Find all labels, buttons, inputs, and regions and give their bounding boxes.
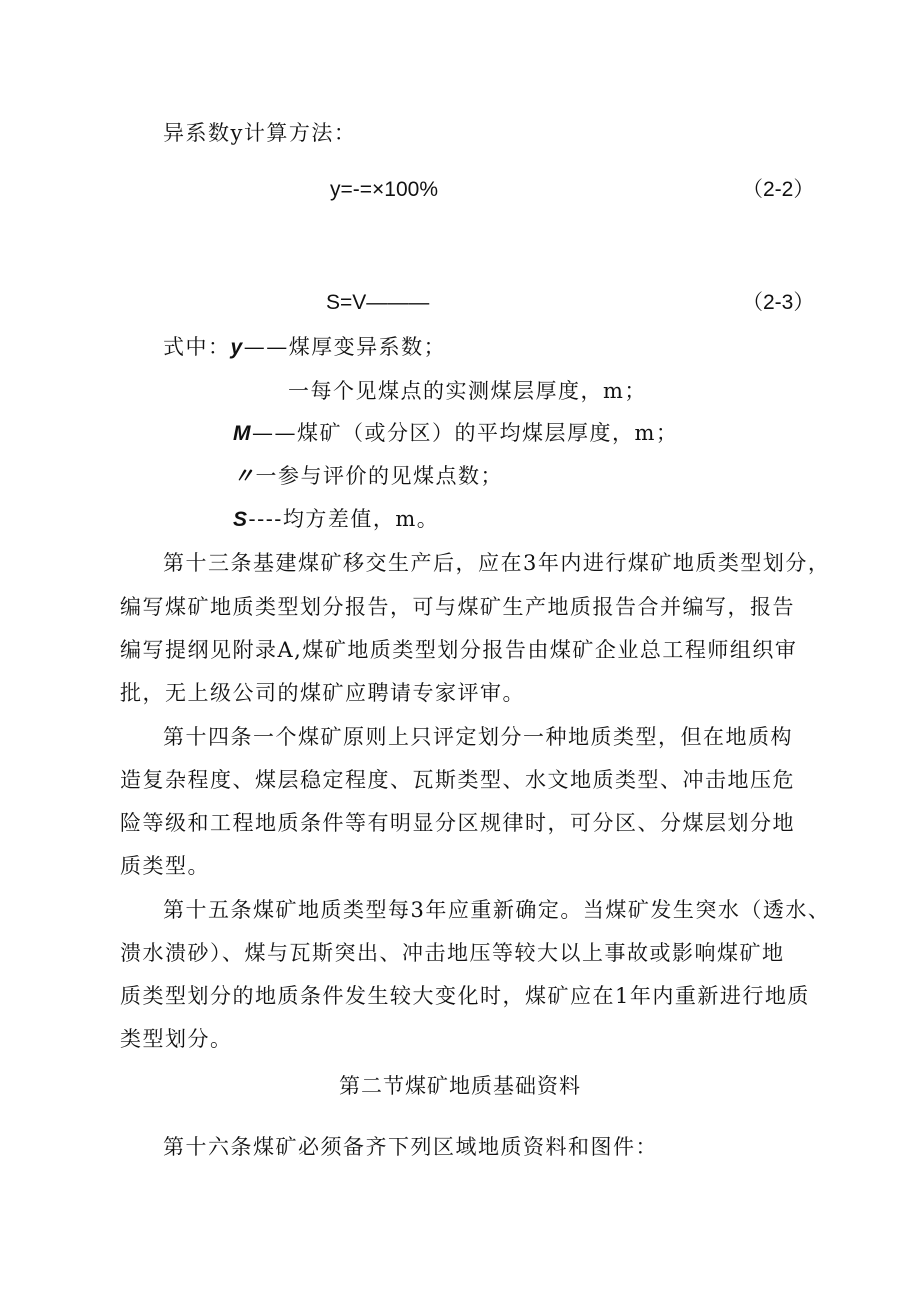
article-13-line: 第十三条基建煤矿移交生产后，应在3年内进行煤矿地质类型划分， [163,551,831,575]
definition-symbol: y [230,336,244,359]
article-15-line: 质类型划分的地质条件发生较大变化时，煤矿应在1年内重新进行地质 [120,984,810,1008]
definition-symbol: S [233,508,249,531]
article-16-line: 第十六条煤矿必须备齐下列区域地质资料和图件： [163,1135,658,1159]
article-14-line: 造复杂程度、煤层稳定程度、瓦斯类型、水文地质类型、冲击地压危 [120,768,795,792]
definition-symbol: M [233,422,252,445]
definitions-prefix: 式中： [163,335,231,359]
definition-text: ——煤矿（或分区）的平均煤层厚度，m； [252,421,679,445]
definition-text: ——煤厚变异系数； [243,335,447,359]
article-13-line: 编写煤矿地质类型划分报告，可与煤矿生产地质报告合并编写，报告 [120,595,795,619]
definition-text: ----均方差值，m。 [248,507,440,531]
definition-row [163,332,446,363]
definition-row [288,376,647,406]
article-14-line: 第十四条一个煤矿原则上只评定划分一种地质类型，但在地质构 [163,725,793,749]
formula-2-2: y=-=×100% [330,178,438,201]
definition-row [233,461,503,492]
article-14-line: 质类型。 [120,854,210,878]
article-13-line: 批，无上级公司的煤矿应聘请专家评审。 [120,681,525,705]
article-15-line: 溃水溃砂）、煤与瓦斯突出、冲击地压等较大以上事故或影响煤矿地 [120,941,785,965]
article-15-line: 第十五条煤矿地质类型每3年应重新确定。当煤矿发生突水（透水、 [163,898,831,922]
definition-row [233,504,439,535]
article-15-line: 类型划分。 [120,1027,233,1051]
formula-2-2-number: （2-2） [742,178,815,201]
section-heading: 第二节煤矿地质基础资料 [339,1074,581,1098]
formula-2-3: S=V——— [326,291,430,314]
definition-row [233,418,678,449]
definition-text: 一参与评价的见煤点数； [255,464,503,488]
intro-text: 异系数y计算方法： [163,121,357,145]
article-14-line: 险等级和工程地质条件等有明显分区规律时，可分区、分煤层划分地 [120,811,795,835]
formula-2-3-number: （2-3） [742,291,815,314]
definition-text: 一每个见煤点的实测煤层厚度，m； [288,379,647,403]
definition-symbol: 〃 [233,465,256,488]
article-13-line: 编写提纲见附录A,煤矿地质类型划分报告由煤矿企业总工程师组织审 [120,638,798,662]
